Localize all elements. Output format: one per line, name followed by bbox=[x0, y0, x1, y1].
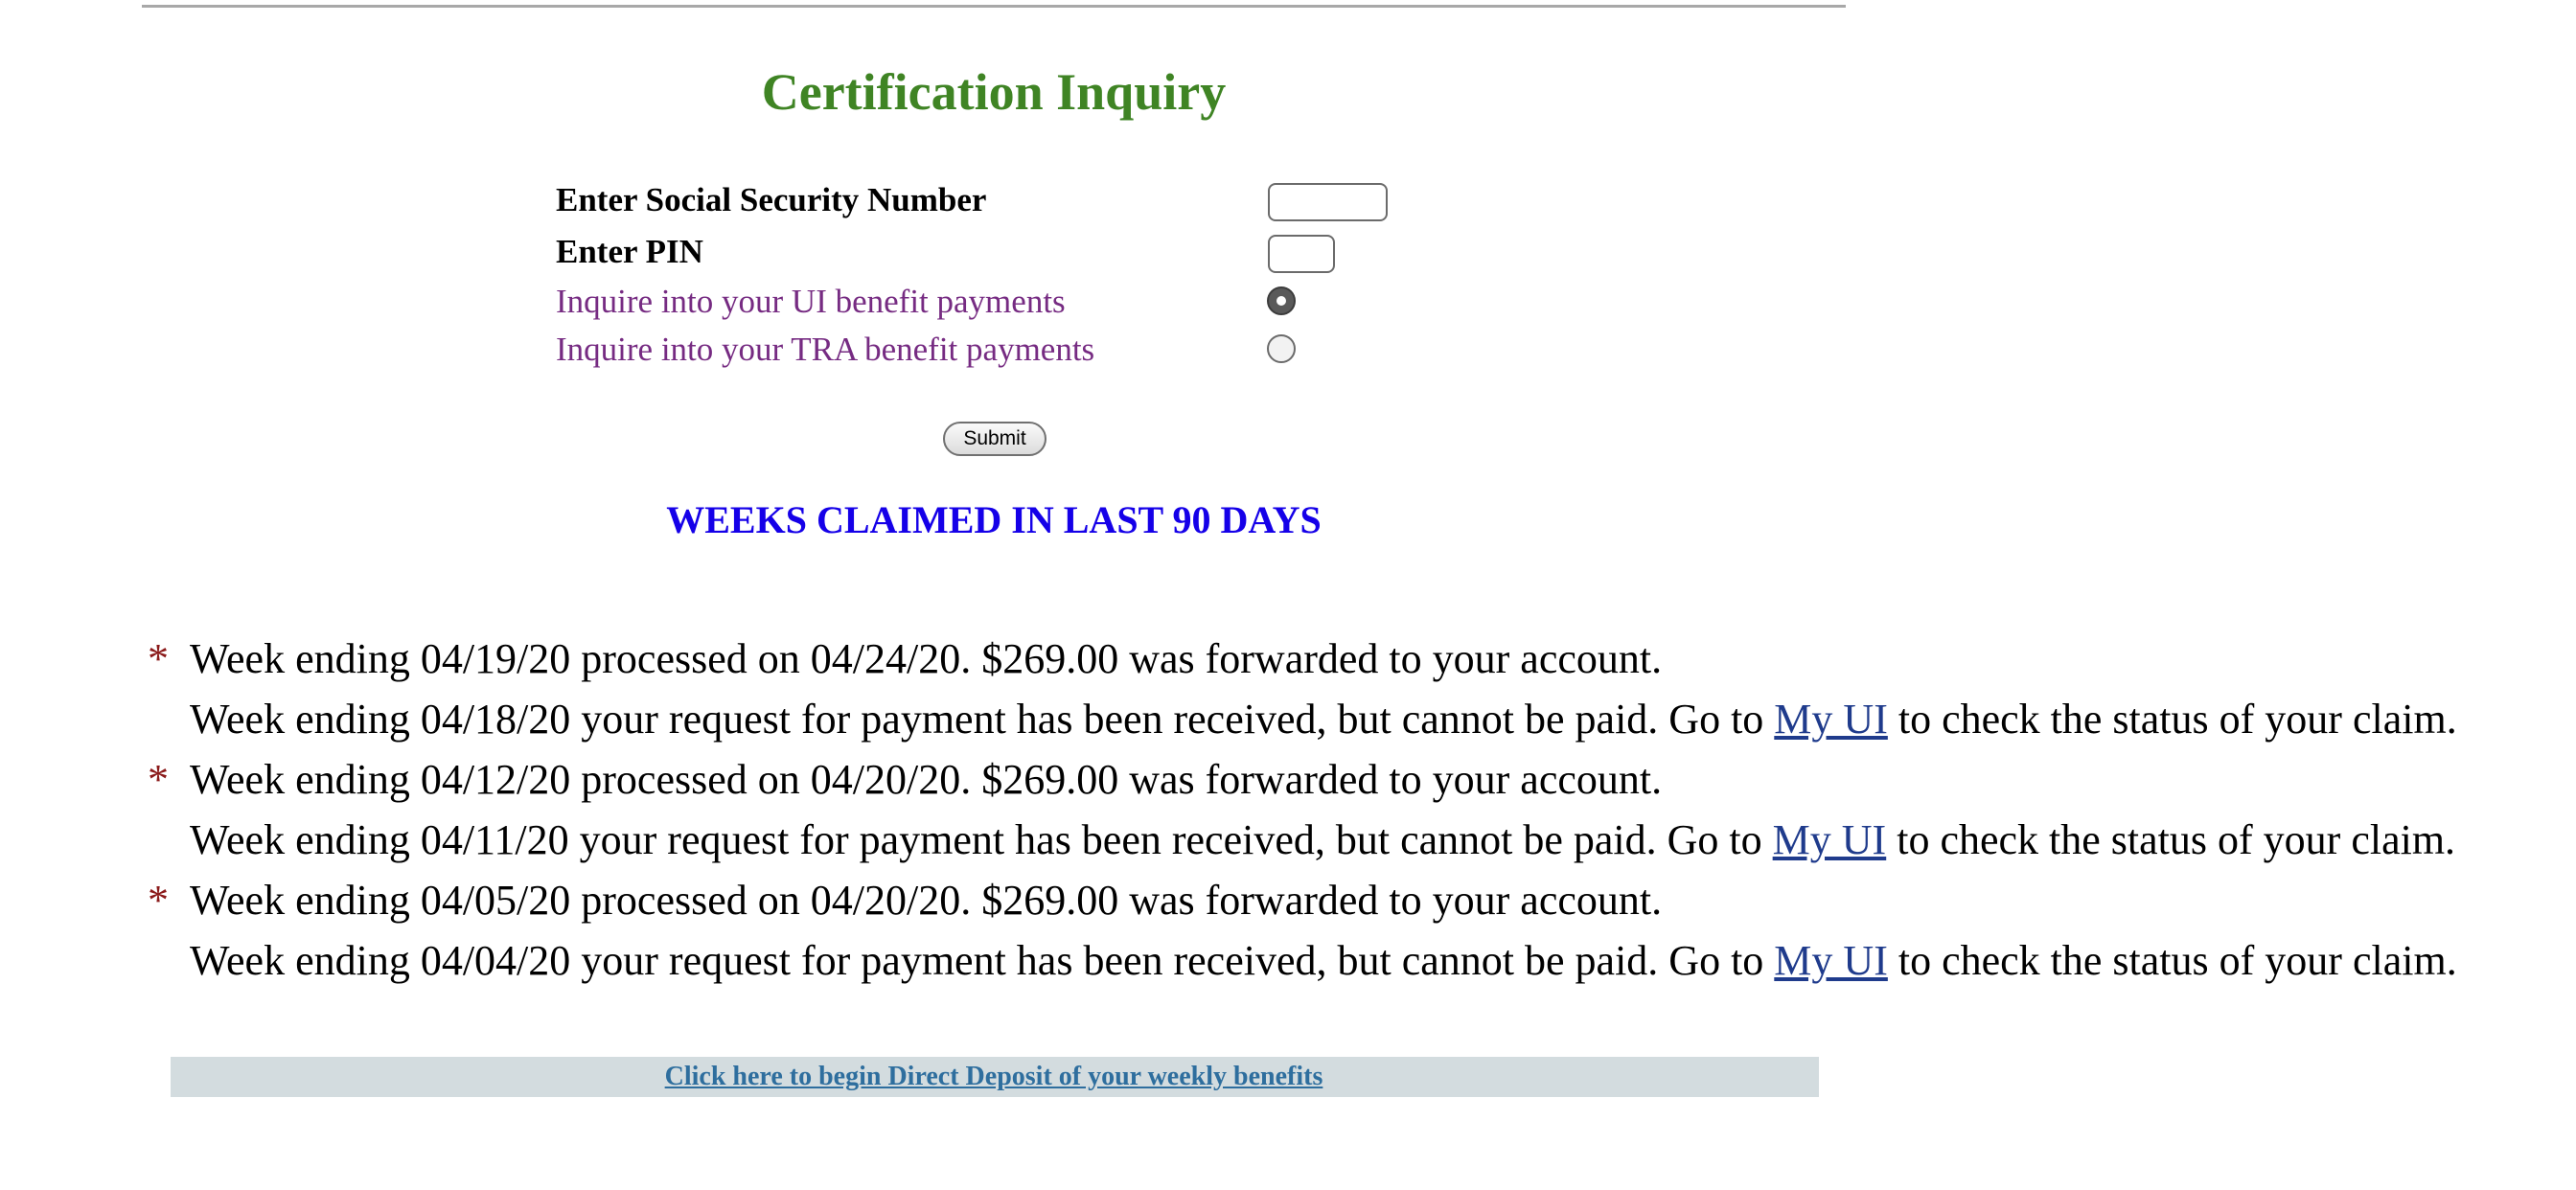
ui-benefit-radio[interactable] bbox=[1267, 286, 1296, 315]
ui-benefit-option-label: Inquire into your UI benefit payments bbox=[556, 283, 1066, 320]
page-title: Certification Inquiry bbox=[761, 63, 1227, 121]
claim-text: Week ending 04/05/20 processed on 04/20/20. $269.00 was forwarded to your account. bbox=[190, 877, 1663, 924]
claim-text bbox=[190, 930, 2457, 991]
claim-text-after: to check the status of your claim. bbox=[1886, 816, 2456, 863]
claim-text bbox=[190, 810, 2455, 870]
claim-entry bbox=[142, 689, 2538, 749]
claim-text: Week ending 04/12/20 processed on 04/20/20. $269.00 was forwarded to your account. bbox=[190, 756, 1663, 803]
claim-entry bbox=[142, 749, 2538, 810]
tra-benefit-option-label: Inquire into your TRA benefit payments bbox=[556, 331, 1095, 368]
claim-text-after: to check the status of your claim. bbox=[1887, 696, 2457, 743]
claim-entry bbox=[142, 629, 2538, 689]
my-ui-link[interactable]: My UI bbox=[1774, 696, 1888, 743]
claim-text bbox=[190, 689, 2457, 749]
ssn-label: Enter Social Security Number bbox=[556, 181, 987, 218]
claim-text: Week ending 04/19/20 processed on 04/24/20. $269.00 was forwarded to your account. bbox=[190, 635, 1663, 682]
claim-entry bbox=[142, 930, 2538, 991]
claims-list bbox=[142, 629, 2538, 991]
claim-text-after: to check the status of your claim. bbox=[1887, 937, 2457, 984]
claim-text-before: Week ending 04/11/20 your request for payment has been received, but cannot be paid. Go to bbox=[190, 816, 1773, 863]
my-ui-link[interactable]: My UI bbox=[1772, 816, 1887, 863]
claim-text-before: Week ending 04/04/20 your request for payment has been received, but cannot be paid. Go to bbox=[190, 937, 1775, 984]
asterisk-icon: * bbox=[148, 756, 169, 803]
weeks-claimed-heading: WEEKS CLAIMED IN LAST 90 DAYS bbox=[666, 498, 1322, 541]
submit-button[interactable]: Submit bbox=[943, 422, 1046, 456]
pin-input[interactable] bbox=[1268, 235, 1335, 273]
top-divider bbox=[142, 5, 1846, 8]
direct-deposit-link[interactable]: Click here to begin Direct Deposit of your weekly benefits bbox=[664, 1062, 1323, 1091]
claim-entry bbox=[142, 810, 2538, 870]
ssn-input[interactable] bbox=[1268, 183, 1388, 221]
asterisk-icon: * bbox=[148, 635, 169, 682]
tra-benefit-radio[interactable] bbox=[1267, 334, 1296, 363]
my-ui-link[interactable]: My UI bbox=[1774, 937, 1888, 984]
claim-text-before: Week ending 04/18/20 your request for payment has been received, but cannot be paid. Go to bbox=[190, 696, 1775, 743]
claim-entry bbox=[142, 870, 2538, 930]
pin-label: Enter PIN bbox=[556, 233, 703, 270]
asterisk-icon: * bbox=[148, 877, 169, 924]
